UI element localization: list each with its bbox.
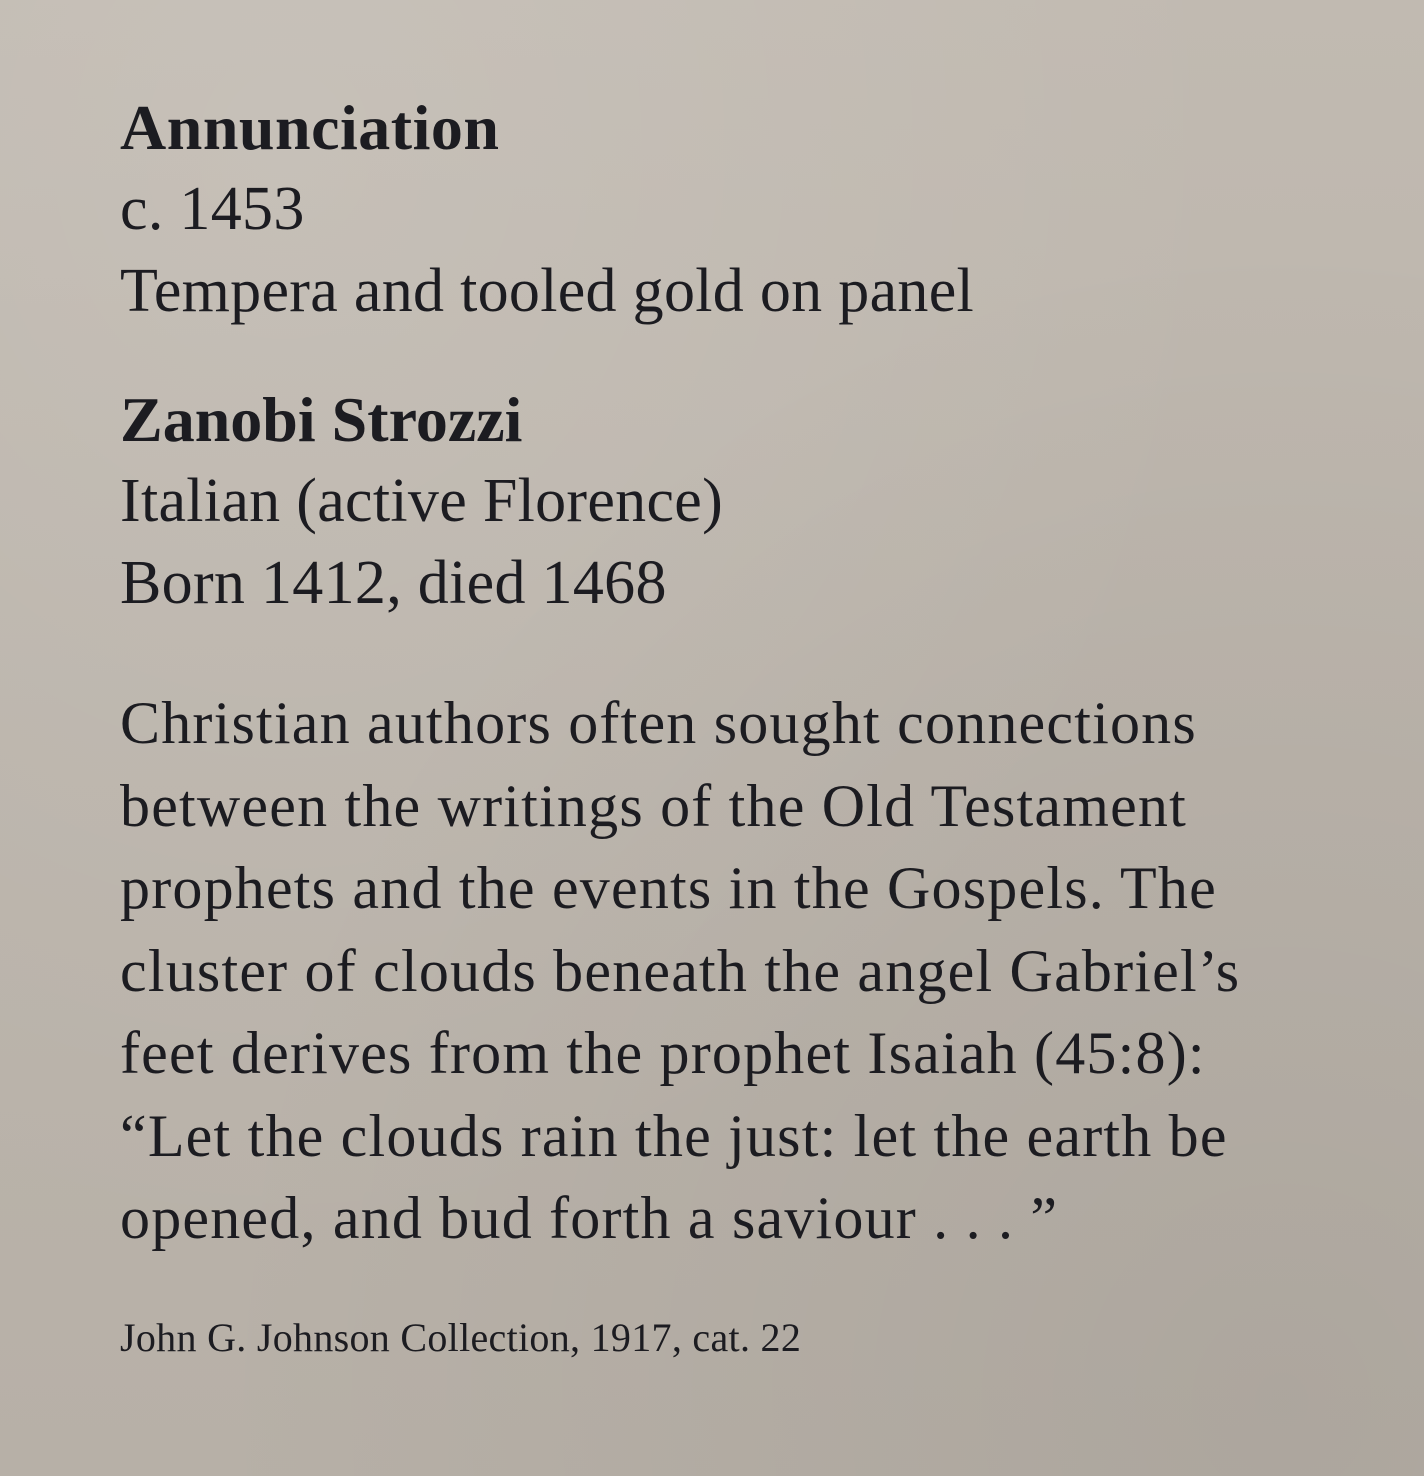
description-line: prophets and the events in the Gospels. The (120, 855, 1217, 921)
credit-line: John G. Johnson Collection, 1917, cat. 22 (120, 1315, 802, 1360)
artwork-info (120, 88, 1380, 332)
description-text (120, 682, 1380, 1260)
artwork-date: c. 1453 (120, 175, 305, 243)
artist-name: Zanobi Strozzi (120, 384, 523, 455)
museum-wall-label (120, 88, 1380, 1408)
description-line: cluster of clouds beneath the angel Gabriel’s (120, 937, 1241, 1004)
artist-life-dates: Born 1412, died 1468 (120, 549, 667, 617)
description-line: Christian authors often sought connections (120, 690, 1197, 756)
description-line: “Let the clouds rain the just: let the earth be (120, 1102, 1228, 1169)
artist-nationality: Italian (active Florence) (120, 467, 724, 535)
artwork-medium: Tempera and tooled gold on panel (120, 257, 975, 325)
description-line: feet derives from the prophet Isaiah (45:8): (120, 1020, 1206, 1086)
description-line: between the writings of the Old Testament (120, 772, 1187, 839)
artist-info (120, 380, 1380, 624)
artwork-title: Annunciation (120, 92, 500, 163)
description-line: opened, and bud forth a saviour . . . ” (120, 1185, 1059, 1251)
